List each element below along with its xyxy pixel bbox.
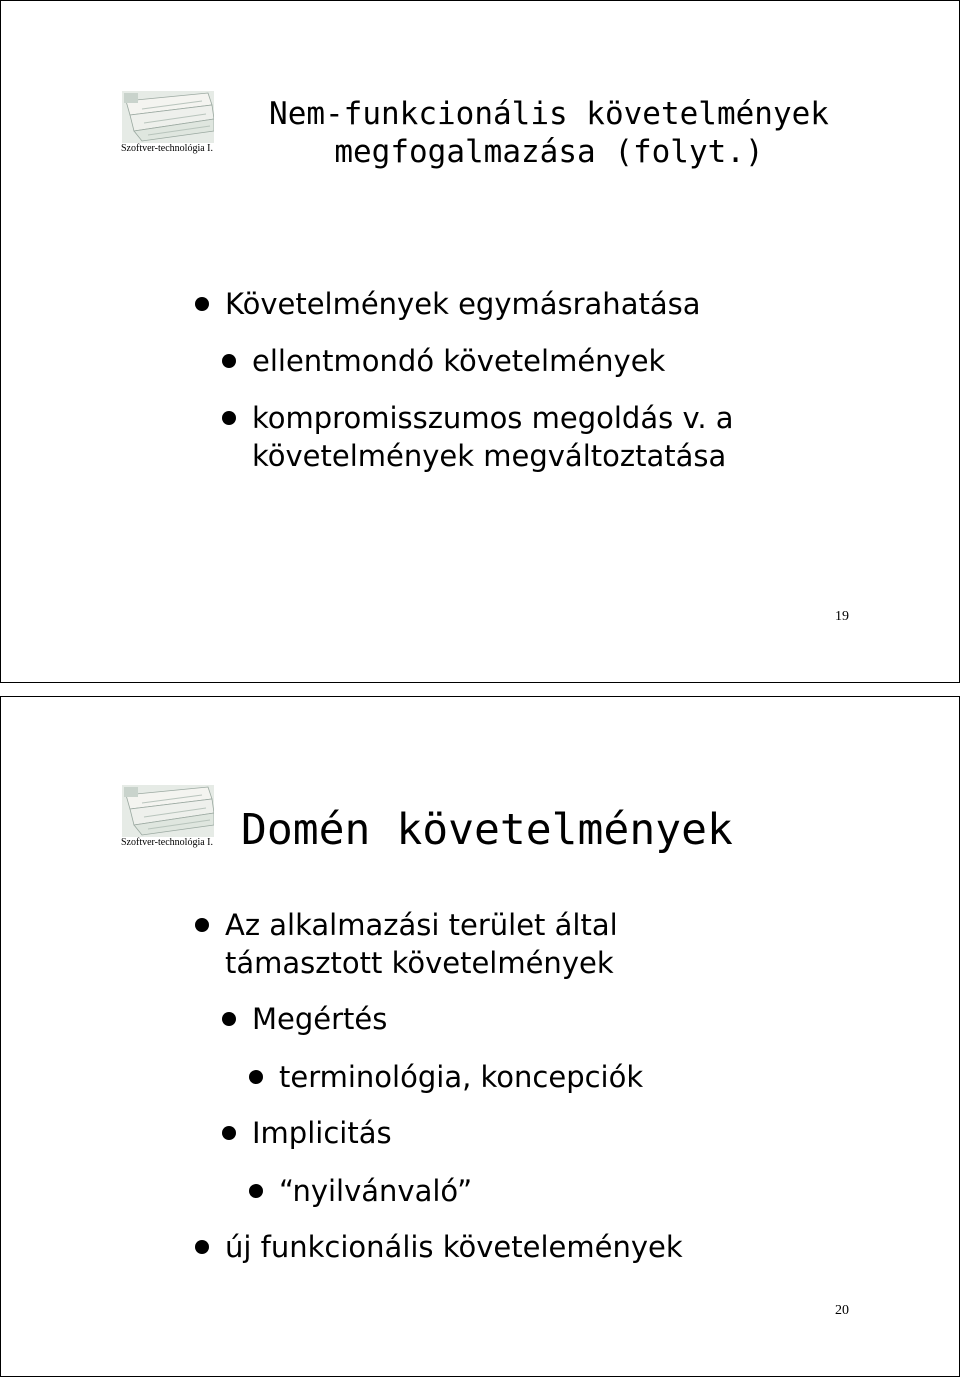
bullet-item <box>252 1000 387 1038</box>
page-number: 20 <box>835 1303 849 1318</box>
bullet-text: terminológia, koncepciók <box>279 1060 644 1094</box>
logo-caption: Szoftver-technológia I. <box>121 837 213 848</box>
bullet-dot-icon <box>249 1070 263 1084</box>
page-number: 19 <box>835 609 849 624</box>
keyboard-image-icon <box>122 785 214 837</box>
bullet-item <box>225 1228 683 1266</box>
bullet-text: új funkcionális követelemények <box>225 1230 683 1264</box>
bullet-dot-icon <box>222 354 236 368</box>
slide-19 <box>0 0 960 683</box>
bullet-dot-icon <box>222 1012 236 1026</box>
bullet-text: “nyilvánvaló” <box>279 1174 473 1208</box>
course-logo <box>121 91 217 161</box>
bullet-dot-icon <box>249 1184 263 1198</box>
course-logo <box>121 785 217 855</box>
bullet-item <box>225 285 700 323</box>
bullet-item <box>252 399 734 475</box>
bullet-text: ellentmondó követelmények <box>252 344 666 378</box>
bullet-dot-icon <box>195 1240 209 1254</box>
bullet-item <box>225 906 618 982</box>
slide-title <box>229 95 869 171</box>
bullet-dot-icon <box>195 297 209 311</box>
title-line-1: Nem-funkcionális követelmények <box>269 96 829 132</box>
bullet-text: kompromisszumos megoldás v. a <box>252 401 734 435</box>
bullet-dot-icon <box>222 1126 236 1140</box>
bullet-text: Implicitás <box>252 1116 392 1150</box>
slide-20 <box>0 696 960 1377</box>
bullet-text-continuation: támasztott követelmények <box>225 946 614 980</box>
bullet-item <box>252 1114 392 1152</box>
title-line-2: megfogalmazása (folyt.) <box>334 134 764 170</box>
bullet-item <box>252 342 665 380</box>
bullet-item <box>279 1172 472 1210</box>
logo-caption: Szoftver-technológia I. <box>121 143 213 154</box>
bullet-text: Az alkalmazási terület által <box>225 908 618 942</box>
bullet-text: Követelmények egymásrahatása <box>225 287 701 321</box>
bullet-dot-icon <box>195 918 209 932</box>
bullet-dot-icon <box>222 411 236 425</box>
slide-title: Domén követelmények <box>241 805 733 855</box>
bullet-item <box>279 1058 643 1096</box>
bullet-text-continuation: követelmények megváltoztatása <box>252 439 727 473</box>
bullet-text: Megértés <box>252 1002 388 1036</box>
keyboard-image-icon <box>122 91 214 143</box>
